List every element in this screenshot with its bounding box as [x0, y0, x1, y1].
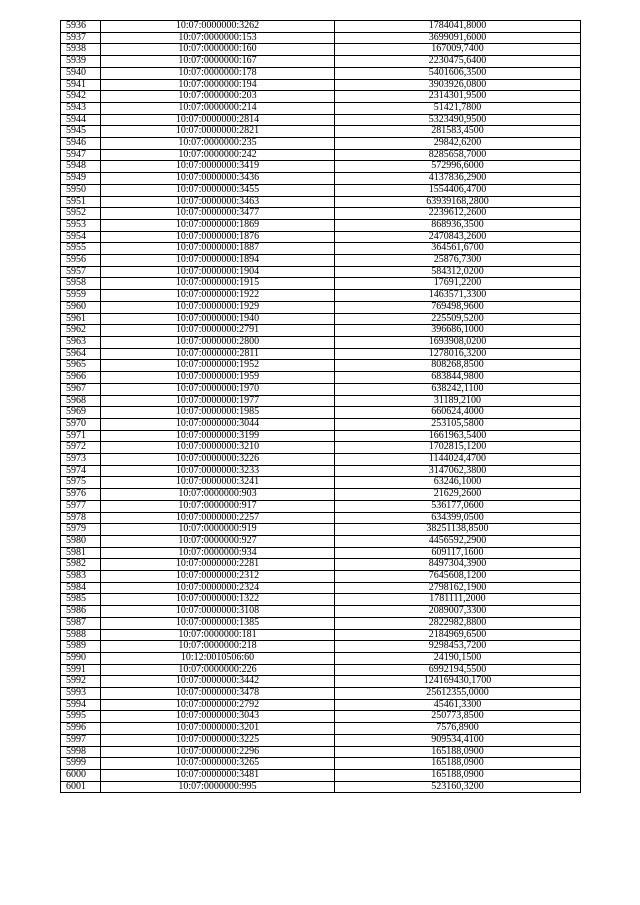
cadastral-number-cell: 10:07:0000000:3455 [101, 184, 335, 196]
row-number-cell: 5966 [61, 372, 101, 384]
value-cell: 63246,1000 [335, 477, 581, 489]
cadastral-number-cell: 10:07:0000000:1922 [101, 290, 335, 302]
cadastral-number-cell: 10:07:0000000:3481 [101, 770, 335, 782]
table-row [61, 255, 581, 267]
value-cell: 8497304,3900 [335, 559, 581, 571]
table-row [61, 524, 581, 536]
row-number-cell: 5970 [61, 418, 101, 430]
table-row [61, 652, 581, 664]
table-row [61, 442, 581, 454]
row-number-cell: 5975 [61, 477, 101, 489]
cadastral-number-cell: 10:07:0000000:3108 [101, 606, 335, 618]
cadastral-number-cell: 10:07:0000000:218 [101, 641, 335, 653]
value-cell: 3147062,3800 [335, 465, 581, 477]
cadastral-number-cell: 10:07:0000000:1915 [101, 278, 335, 290]
cadastral-number-cell: 10:07:0000000:3265 [101, 758, 335, 770]
cadastral-number-cell: 10:07:0000000:2296 [101, 746, 335, 758]
table-row [61, 723, 581, 735]
row-number-cell: 5971 [61, 430, 101, 442]
cadastral-number-cell: 10:07:0000000:1977 [101, 395, 335, 407]
cadastral-number-cell: 10:07:0000000:3436 [101, 173, 335, 185]
row-number-cell: 5978 [61, 512, 101, 524]
value-cell: 1144024,4700 [335, 454, 581, 466]
row-number-cell: 5946 [61, 138, 101, 150]
row-number-cell: 5991 [61, 664, 101, 676]
cadastral-number-cell: 10:07:0000000:160 [101, 44, 335, 56]
row-number-cell: 5995 [61, 711, 101, 723]
table-row [61, 559, 581, 571]
value-cell: 25612355,0000 [335, 688, 581, 700]
cadastral-number-cell: 10:07:0000000:1887 [101, 243, 335, 255]
row-number-cell: 5953 [61, 219, 101, 231]
cadastral-number-cell: 10:07:0000000:3241 [101, 477, 335, 489]
table-body [61, 21, 581, 793]
value-cell: 683844,9800 [335, 372, 581, 384]
value-cell: 7645608,1200 [335, 571, 581, 583]
cadastral-number-cell: 10:07:0000000:917 [101, 500, 335, 512]
row-number-cell: 5972 [61, 442, 101, 454]
table-row [61, 173, 581, 185]
table-row [61, 571, 581, 583]
table-row [61, 196, 581, 208]
value-cell: 45461,3300 [335, 699, 581, 711]
row-number-cell: 5977 [61, 500, 101, 512]
table-row [61, 512, 581, 524]
value-cell: 1702815,1200 [335, 442, 581, 454]
value-cell: 1784041,8000 [335, 21, 581, 33]
table-row [61, 395, 581, 407]
row-number-cell: 5989 [61, 641, 101, 653]
value-cell: 17691,2200 [335, 278, 581, 290]
value-cell: 25876,7300 [335, 255, 581, 267]
cadastral-number-cell: 10:12:0010506:60 [101, 652, 335, 664]
value-cell: 2089007,3300 [335, 606, 581, 618]
value-cell: 2798162,1900 [335, 582, 581, 594]
cadastral-number-cell: 10:07:0000000:1894 [101, 255, 335, 267]
cadastral-number-cell: 10:07:0000000:1952 [101, 360, 335, 372]
value-cell: 38251138,8500 [335, 524, 581, 536]
row-number-cell: 5982 [61, 559, 101, 571]
row-number-cell: 5941 [61, 79, 101, 91]
row-number-cell: 5959 [61, 290, 101, 302]
table-row [61, 56, 581, 68]
row-number-cell: 5968 [61, 395, 101, 407]
row-number-cell: 5945 [61, 126, 101, 138]
cadastral-number-cell: 10:07:0000000:2821 [101, 126, 335, 138]
table-row [61, 758, 581, 770]
row-number-cell: 5961 [61, 313, 101, 325]
row-number-cell: 5988 [61, 629, 101, 641]
row-number-cell: 5951 [61, 196, 101, 208]
cadastral-number-cell: 10:07:0000000:3225 [101, 734, 335, 746]
cadastral-number-cell: 10:07:0000000:1385 [101, 617, 335, 629]
value-cell: 165188,0900 [335, 758, 581, 770]
value-cell: 868936,3500 [335, 219, 581, 231]
cadastral-number-cell: 10:07:0000000:2811 [101, 348, 335, 360]
value-cell: 1781111,2000 [335, 594, 581, 606]
table-row [61, 360, 581, 372]
row-number-cell: 5997 [61, 734, 101, 746]
cadastral-number-cell: 10:07:0000000:3419 [101, 161, 335, 173]
table-row [61, 699, 581, 711]
table-row [61, 629, 581, 641]
row-number-cell: 5973 [61, 454, 101, 466]
table-row [61, 547, 581, 559]
value-cell: 250773,8500 [335, 711, 581, 723]
value-cell: 2470843,2600 [335, 231, 581, 243]
row-number-cell: 5960 [61, 301, 101, 313]
value-cell: 634399,0500 [335, 512, 581, 524]
cadastral-number-cell: 10:07:0000000:3233 [101, 465, 335, 477]
cadastral-number-cell: 10:07:0000000:1959 [101, 372, 335, 384]
cadastral-number-cell: 10:07:0000000:178 [101, 67, 335, 79]
table-row [61, 67, 581, 79]
table-row [61, 582, 581, 594]
row-number-cell: 5962 [61, 325, 101, 337]
value-cell: 364561,6700 [335, 243, 581, 255]
row-number-cell: 5963 [61, 336, 101, 348]
cadastral-number-cell: 10:07:0000000:1904 [101, 266, 335, 278]
value-cell: 536177,0600 [335, 500, 581, 512]
row-number-cell: 5947 [61, 149, 101, 161]
table-row [61, 372, 581, 384]
value-cell: 167009,7400 [335, 44, 581, 56]
value-cell: 808268,8500 [335, 360, 581, 372]
table-row [61, 301, 581, 313]
row-number-cell: 5942 [61, 91, 101, 103]
table-row [61, 770, 581, 782]
value-cell: 523160,3200 [335, 781, 581, 793]
value-cell: 31189,2100 [335, 395, 581, 407]
table-row [61, 734, 581, 746]
table-row [61, 535, 581, 547]
row-number-cell: 5993 [61, 688, 101, 700]
cadastral-number-cell: 10:07:0000000:1970 [101, 383, 335, 395]
value-cell: 253105,5800 [335, 418, 581, 430]
cadastral-number-cell: 10:07:0000000:2791 [101, 325, 335, 337]
table-row [61, 477, 581, 489]
row-number-cell: 5994 [61, 699, 101, 711]
table-row [61, 91, 581, 103]
value-cell: 396686,1000 [335, 325, 581, 337]
row-number-cell: 5952 [61, 208, 101, 220]
value-cell: 5323490,9500 [335, 114, 581, 126]
value-cell: 281583,4500 [335, 126, 581, 138]
row-number-cell: 5936 [61, 21, 101, 33]
value-cell: 638242,1100 [335, 383, 581, 395]
cadastral-number-cell: 10:07:0000000:181 [101, 629, 335, 641]
cadastral-number-cell: 10:07:0000000:214 [101, 102, 335, 114]
row-number-cell: 5950 [61, 184, 101, 196]
value-cell: 909534,4100 [335, 734, 581, 746]
value-cell: 3903926,0800 [335, 79, 581, 91]
row-number-cell: 5984 [61, 582, 101, 594]
cadastral-number-cell: 10:07:0000000:167 [101, 56, 335, 68]
cadastral-number-cell: 10:07:0000000:203 [101, 91, 335, 103]
row-number-cell: 6000 [61, 770, 101, 782]
value-cell: 2184969,6500 [335, 629, 581, 641]
cadastral-number-cell: 10:07:0000000:3478 [101, 688, 335, 700]
value-cell: 2822982,8800 [335, 617, 581, 629]
table-row [61, 641, 581, 653]
table-row [61, 418, 581, 430]
cadastral-number-cell: 10:07:0000000:2257 [101, 512, 335, 524]
row-number-cell: 5990 [61, 652, 101, 664]
table-row [61, 184, 581, 196]
row-number-cell: 5969 [61, 407, 101, 419]
table-row [61, 208, 581, 220]
cadastral-number-cell: 10:07:0000000:2324 [101, 582, 335, 594]
row-number-cell: 5944 [61, 114, 101, 126]
cadastral-number-cell: 10:07:0000000:3210 [101, 442, 335, 454]
row-number-cell: 5937 [61, 32, 101, 44]
value-cell: 769498,9600 [335, 301, 581, 313]
row-number-cell: 5949 [61, 173, 101, 185]
cadastral-number-cell: 10:07:0000000:3199 [101, 430, 335, 442]
table-row [61, 21, 581, 33]
table-row [61, 454, 581, 466]
cadastral-number-cell: 10:07:0000000:235 [101, 138, 335, 150]
table-row [61, 243, 581, 255]
cadastral-number-cell: 10:07:0000000:3226 [101, 454, 335, 466]
row-number-cell: 5981 [61, 547, 101, 559]
value-cell: 4456592,2900 [335, 535, 581, 547]
value-cell: 1278016,3200 [335, 348, 581, 360]
table-row [61, 594, 581, 606]
value-cell: 7576,8900 [335, 723, 581, 735]
cadastral-number-cell: 10:07:0000000:2792 [101, 699, 335, 711]
value-cell: 51421,7800 [335, 102, 581, 114]
value-cell: 9298453,7200 [335, 641, 581, 653]
table-row [61, 383, 581, 395]
value-cell: 63939168,2800 [335, 196, 581, 208]
table-row [61, 676, 581, 688]
row-number-cell: 5938 [61, 44, 101, 56]
row-number-cell: 6001 [61, 781, 101, 793]
row-number-cell: 5985 [61, 594, 101, 606]
cadastral-number-cell: 10:07:0000000:194 [101, 79, 335, 91]
value-cell: 2239612,2600 [335, 208, 581, 220]
cadastral-number-cell: 10:07:0000000:3442 [101, 676, 335, 688]
table-row [61, 219, 581, 231]
row-number-cell: 5958 [61, 278, 101, 290]
table-row [61, 430, 581, 442]
row-number-cell: 5954 [61, 231, 101, 243]
row-number-cell: 5979 [61, 524, 101, 536]
value-cell: 1661963,5400 [335, 430, 581, 442]
cadastral-number-cell: 10:07:0000000:3043 [101, 711, 335, 723]
table-row [61, 266, 581, 278]
value-cell: 2230475,6400 [335, 56, 581, 68]
cadastral-number-cell: 10:07:0000000:153 [101, 32, 335, 44]
value-cell: 5401606,3500 [335, 67, 581, 79]
table-row [61, 664, 581, 676]
row-number-cell: 5956 [61, 255, 101, 267]
value-cell: 4137836,2900 [335, 173, 581, 185]
value-cell: 3699091,6000 [335, 32, 581, 44]
cadastral-number-cell: 10:07:0000000:3044 [101, 418, 335, 430]
table-row [61, 606, 581, 618]
value-cell: 2314301,9500 [335, 91, 581, 103]
cadastral-number-cell: 10:07:0000000:919 [101, 524, 335, 536]
cadastral-number-cell: 10:07:0000000:934 [101, 547, 335, 559]
row-number-cell: 5955 [61, 243, 101, 255]
table-row [61, 149, 581, 161]
table-row [61, 114, 581, 126]
value-cell: 572996,6000 [335, 161, 581, 173]
value-cell: 165188,0900 [335, 770, 581, 782]
row-number-cell: 5948 [61, 161, 101, 173]
row-number-cell: 5987 [61, 617, 101, 629]
cadastral-number-cell: 10:07:0000000:903 [101, 489, 335, 501]
cadastral-number-cell: 10:07:0000000:1929 [101, 301, 335, 313]
table-row [61, 79, 581, 91]
value-cell: 6992194,5500 [335, 664, 581, 676]
value-cell: 584312,0200 [335, 266, 581, 278]
cadastral-number-cell: 10:07:0000000:2800 [101, 336, 335, 348]
value-cell: 225509,5200 [335, 313, 581, 325]
table-row [61, 102, 581, 114]
cadastral-number-cell: 10:07:0000000:242 [101, 149, 335, 161]
table-row [61, 231, 581, 243]
row-number-cell: 5957 [61, 266, 101, 278]
value-cell: 29842,6200 [335, 138, 581, 150]
row-number-cell: 5983 [61, 571, 101, 583]
row-number-cell: 5986 [61, 606, 101, 618]
cadastral-number-cell: 10:07:0000000:1985 [101, 407, 335, 419]
table-row [61, 290, 581, 302]
table-row [61, 348, 581, 360]
cadastral-number-cell: 10:07:0000000:2281 [101, 559, 335, 571]
value-cell: 124169430,1700 [335, 676, 581, 688]
cadastral-number-cell: 10:07:0000000:226 [101, 664, 335, 676]
table-row [61, 325, 581, 337]
cadastral-number-cell: 10:07:0000000:2814 [101, 114, 335, 126]
value-cell: 609117,1600 [335, 547, 581, 559]
cadastral-number-cell: 10:07:0000000:3201 [101, 723, 335, 735]
value-cell: 1463571,3300 [335, 290, 581, 302]
value-cell: 165188,0900 [335, 746, 581, 758]
row-number-cell: 5980 [61, 535, 101, 547]
value-cell: 21629,2600 [335, 489, 581, 501]
table-row [61, 161, 581, 173]
row-number-cell: 5965 [61, 360, 101, 372]
value-cell: 1554406,4700 [335, 184, 581, 196]
cadastral-number-cell: 10:07:0000000:2312 [101, 571, 335, 583]
row-number-cell: 5939 [61, 56, 101, 68]
table-row [61, 489, 581, 501]
value-cell: 660624,4000 [335, 407, 581, 419]
table-row [61, 32, 581, 44]
table-row [61, 781, 581, 793]
table-row [61, 688, 581, 700]
row-number-cell: 5992 [61, 676, 101, 688]
value-cell: 8285658,7000 [335, 149, 581, 161]
row-number-cell: 5974 [61, 465, 101, 477]
table-row [61, 711, 581, 723]
row-number-cell: 5943 [61, 102, 101, 114]
row-number-cell: 5964 [61, 348, 101, 360]
table-row [61, 44, 581, 56]
cadastral-number-cell: 10:07:0000000:3262 [101, 21, 335, 33]
cadastral-number-cell: 10:07:0000000:1876 [101, 231, 335, 243]
table-row [61, 746, 581, 758]
table-row [61, 278, 581, 290]
cadastral-number-cell: 10:07:0000000:3477 [101, 208, 335, 220]
table-row [61, 500, 581, 512]
row-number-cell: 5967 [61, 383, 101, 395]
cadastral-number-cell: 10:07:0000000:927 [101, 535, 335, 547]
cadastral-number-cell: 10:07:0000000:1869 [101, 219, 335, 231]
row-number-cell: 5940 [61, 67, 101, 79]
table-row [61, 336, 581, 348]
value-cell: 1693908,0200 [335, 336, 581, 348]
value-cell: 24190,1500 [335, 652, 581, 664]
data-table [60, 20, 581, 793]
table-row [61, 465, 581, 477]
table-row [61, 617, 581, 629]
table-row [61, 407, 581, 419]
row-number-cell: 5998 [61, 746, 101, 758]
table-row [61, 126, 581, 138]
row-number-cell: 5976 [61, 489, 101, 501]
table-row [61, 138, 581, 150]
cadastral-number-cell: 10:07:0000000:1940 [101, 313, 335, 325]
table-row [61, 313, 581, 325]
cadastral-number-cell: 10:07:0000000:3463 [101, 196, 335, 208]
cadastral-number-cell: 10:07:0000000:1322 [101, 594, 335, 606]
row-number-cell: 5999 [61, 758, 101, 770]
row-number-cell: 5996 [61, 723, 101, 735]
cadastral-number-cell: 10:07:0000000:995 [101, 781, 335, 793]
